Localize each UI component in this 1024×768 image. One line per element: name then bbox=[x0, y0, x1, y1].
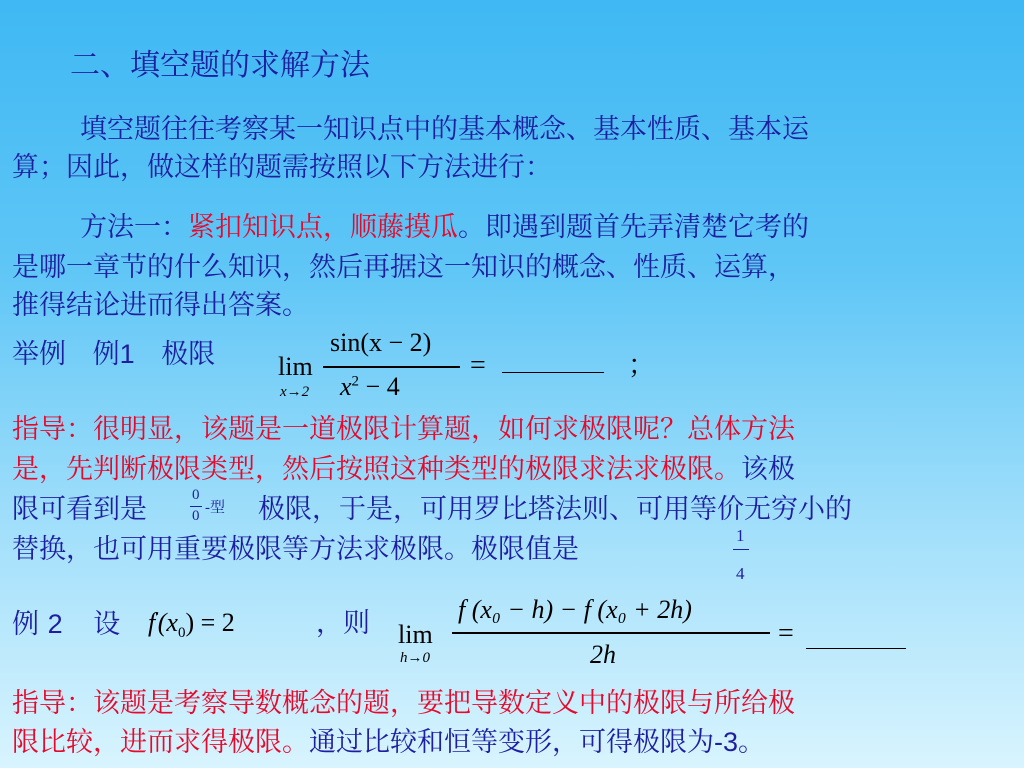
guide1-answer-num: 1 bbox=[736, 526, 745, 545]
example2-lim: lim bbox=[398, 620, 433, 649]
example2-given-prime: ' bbox=[155, 610, 158, 626]
example1-den-base: x bbox=[340, 372, 352, 401]
example1-semicolon: ； bbox=[628, 350, 655, 381]
guide2-line-1: 指导：该题是考察导数概念的题，要把导数定义中的极限与所给极 bbox=[12, 688, 795, 719]
method1-prefix: 方法一： bbox=[80, 212, 188, 243]
example1-label-c: 极限 bbox=[161, 339, 216, 370]
example2-number: 2 bbox=[47, 609, 63, 639]
guide1-line-1: 指导：很明显，该题是一道极限计算题，如何求极限呢？总体方法 bbox=[12, 414, 795, 445]
example2-denominator: 2h bbox=[590, 640, 616, 669]
example2-label-a: 例 bbox=[12, 609, 39, 640]
guide1-frac-num: 0 bbox=[192, 487, 200, 503]
guide1-answer-bar bbox=[733, 549, 749, 550]
guide1-frac-bar bbox=[190, 506, 202, 507]
example1-number: 1 bbox=[119, 339, 135, 369]
method1-line-3: 推得结论进而得出答案。 bbox=[12, 290, 309, 321]
example1-equals: = bbox=[470, 350, 486, 381]
guide1-frac-suffix: -型 bbox=[205, 500, 225, 516]
example1-lim: lim bbox=[278, 352, 313, 381]
example2-comma-then: ，则 bbox=[316, 608, 370, 639]
example2-given-f: f bbox=[148, 608, 156, 637]
method1-highlight: 紧扣知识点，顺藤摸瓜 bbox=[188, 212, 458, 243]
example2-given bbox=[148, 608, 235, 642]
method1-line-2: 是哪一章节的什么知识，然后再据这一知识的概念、性质、运算， bbox=[12, 252, 795, 283]
example1-answer-blank bbox=[502, 372, 604, 373]
example2-fraction-bar bbox=[452, 632, 770, 634]
example1-denominator bbox=[340, 372, 400, 402]
example1-label-a: 举例 bbox=[12, 339, 66, 370]
guide2-line-2 bbox=[12, 724, 765, 761]
example2-answer-blank bbox=[806, 648, 906, 649]
guide1-line-3a: 限可看到是 bbox=[12, 494, 147, 525]
method1-line-1 bbox=[80, 210, 809, 246]
example2-numerator: f (x₀ − h) − f (x₀ + 2h) bbox=[458, 595, 692, 624]
guide1-line-2-blue: 该极 bbox=[741, 454, 795, 485]
example2-equals: = bbox=[778, 618, 794, 649]
guide2-value: -3 bbox=[714, 727, 739, 757]
example2-lim-sub: h→0 bbox=[400, 650, 430, 666]
page-title: 二、填空题的求解方法 bbox=[70, 48, 370, 83]
guide1-frac-den: 0 bbox=[192, 508, 200, 524]
method1-rest: 。即遇到题首先弄清楚它考的 bbox=[458, 212, 809, 243]
guide2-line-2-red: 限比较，进而求得极限。 bbox=[12, 727, 309, 758]
guide2-line-2-blue: 通过比较和恒等变形，可得极限为 bbox=[309, 727, 714, 758]
example2-given-arg: (x bbox=[157, 608, 178, 637]
example1-lim-sub: x→2 bbox=[280, 384, 310, 400]
example1-numerator bbox=[330, 328, 431, 358]
guide1-answer-den: 4 bbox=[736, 564, 745, 583]
example2-label-b: 设 bbox=[93, 609, 121, 640]
example2-label bbox=[12, 606, 120, 643]
guide1-line-3b: 极限，于是，可用罗比塔法则、可用等价无穷小的 bbox=[258, 494, 852, 525]
intro-line-1: 填空题往往考察某一知识点中的基本概念、基本性质、基本运 bbox=[80, 114, 809, 145]
guide2-line-2-end: 。 bbox=[738, 727, 766, 758]
example1-label-b: 例 bbox=[92, 339, 120, 370]
example1-fraction-bar bbox=[323, 366, 460, 368]
example1-den-rest: − 4 bbox=[359, 372, 400, 401]
example2-given-rest: ) = 2 bbox=[185, 608, 235, 637]
example1-numerator-text: sin(x − 2) bbox=[330, 328, 432, 357]
guide1-line-2-red: 是，先判断极限类型，然后按照这种类型的极限求法求极限。 bbox=[12, 454, 741, 485]
intro-line-2: 算；因此，做这样的题需按照以下方法进行： bbox=[12, 152, 552, 183]
guide1-line-4: 替换，也可用重要极限等方法求极限。极限值是 bbox=[12, 534, 579, 565]
example2-given-sub: 0 bbox=[177, 625, 186, 642]
example1-den-exp: 2 bbox=[351, 373, 360, 390]
guide1-line-2 bbox=[12, 452, 795, 488]
example1-label bbox=[12, 336, 215, 373]
